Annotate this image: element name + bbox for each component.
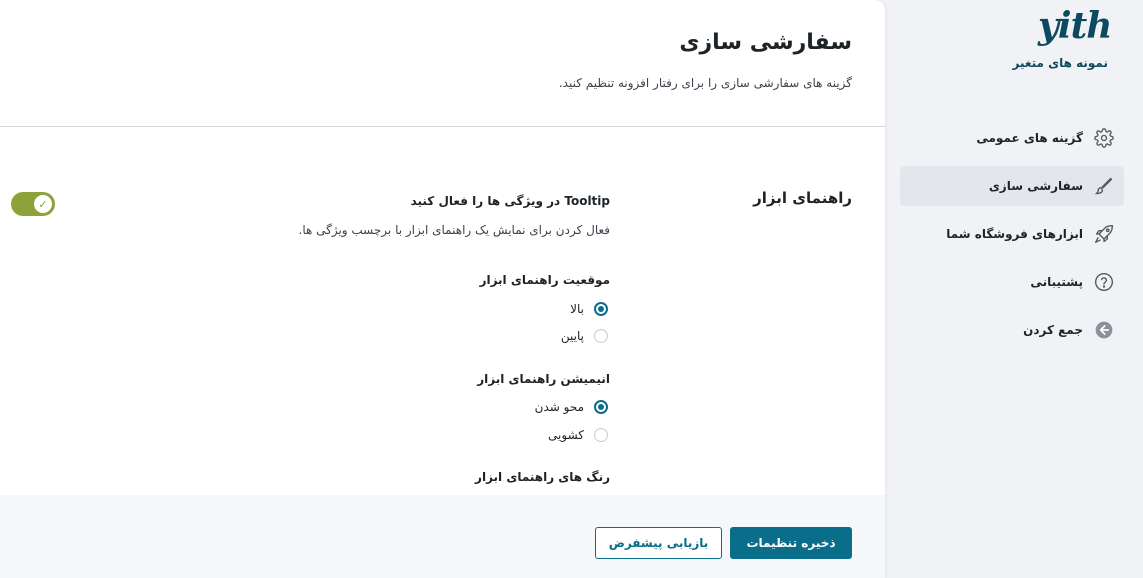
- page-header: [0, 0, 885, 127]
- radio-button[interactable]: [594, 428, 608, 442]
- sidebar-item-label: گزینه های عمومی: [976, 131, 1083, 145]
- radio-button[interactable]: [594, 400, 608, 414]
- radio-label: محو شدن: [534, 400, 584, 414]
- section-title-tooltip: راهنمای ابزار: [753, 189, 852, 207]
- page-description: گزینه های سفارشی سازی را برای رفتار افزونه تنظیم کنید.: [558, 76, 852, 90]
- brand-logo: yith: [1038, 5, 1112, 47]
- gear-icon: [1093, 127, 1115, 149]
- sidebar: [885, 0, 1143, 578]
- sidebar-item-customization[interactable]: [900, 166, 1124, 206]
- reset-defaults-button[interactable]: بازیابی پیشفرض: [595, 527, 722, 559]
- sidebar-item-label: جمع کردن: [1023, 323, 1083, 337]
- question-circle-icon: [1093, 271, 1115, 293]
- sidebar-item-store-tools[interactable]: [900, 214, 1124, 254]
- sidebar-item-collapse[interactable]: [900, 310, 1124, 350]
- sidebar-item-support[interactable]: [900, 262, 1124, 302]
- radio-button[interactable]: [594, 329, 608, 343]
- tooltip-position-label: موقعیت راهنمای ابزار: [479, 273, 610, 287]
- footer-bar: [0, 495, 885, 578]
- tooltip-animation-label: انیمیشن راهنمای ابزار: [477, 372, 610, 386]
- page-title: سفارشی سازی: [679, 30, 852, 55]
- sidebar-item-label: ابزارهای فروشگاه شما: [946, 227, 1083, 241]
- save-settings-button[interactable]: ذخیره تنظیمات: [730, 527, 852, 559]
- brand-name: نمونه های متغیر: [1012, 56, 1108, 70]
- sidebar-item-label: سفارشی سازی: [988, 179, 1083, 193]
- tooltip-enable-toggle[interactable]: [11, 192, 55, 216]
- check-icon: ✓: [34, 195, 52, 213]
- radio-label: بالا: [570, 302, 584, 316]
- radio-label: پایین: [560, 329, 584, 343]
- radio-option-animation-fade[interactable]: [535, 398, 608, 416]
- radio-button[interactable]: [594, 302, 608, 316]
- sidebar-item-label: پشتیبانی: [1030, 275, 1083, 289]
- arrow-circle-icon: [1093, 319, 1115, 341]
- tooltip-enable-description: فعال کردن برای نمایش یک راهنمای ابزار با برچسب ویژگی ها.: [298, 223, 610, 237]
- rocket-icon: [1093, 223, 1115, 245]
- radio-option-position-bottom[interactable]: [561, 327, 608, 345]
- sidebar-item-general-options[interactable]: [900, 118, 1124, 158]
- radio-option-animation-slide[interactable]: [548, 426, 608, 444]
- brush-icon: [1093, 175, 1115, 197]
- radio-label: کشویی: [548, 428, 584, 442]
- tooltip-colors-label: رنگ های راهنمای ابزار: [475, 470, 610, 484]
- radio-option-position-top[interactable]: [570, 300, 608, 318]
- tooltip-enable-label: Tooltip در ویژگی ها را فعال کنید: [410, 194, 610, 208]
